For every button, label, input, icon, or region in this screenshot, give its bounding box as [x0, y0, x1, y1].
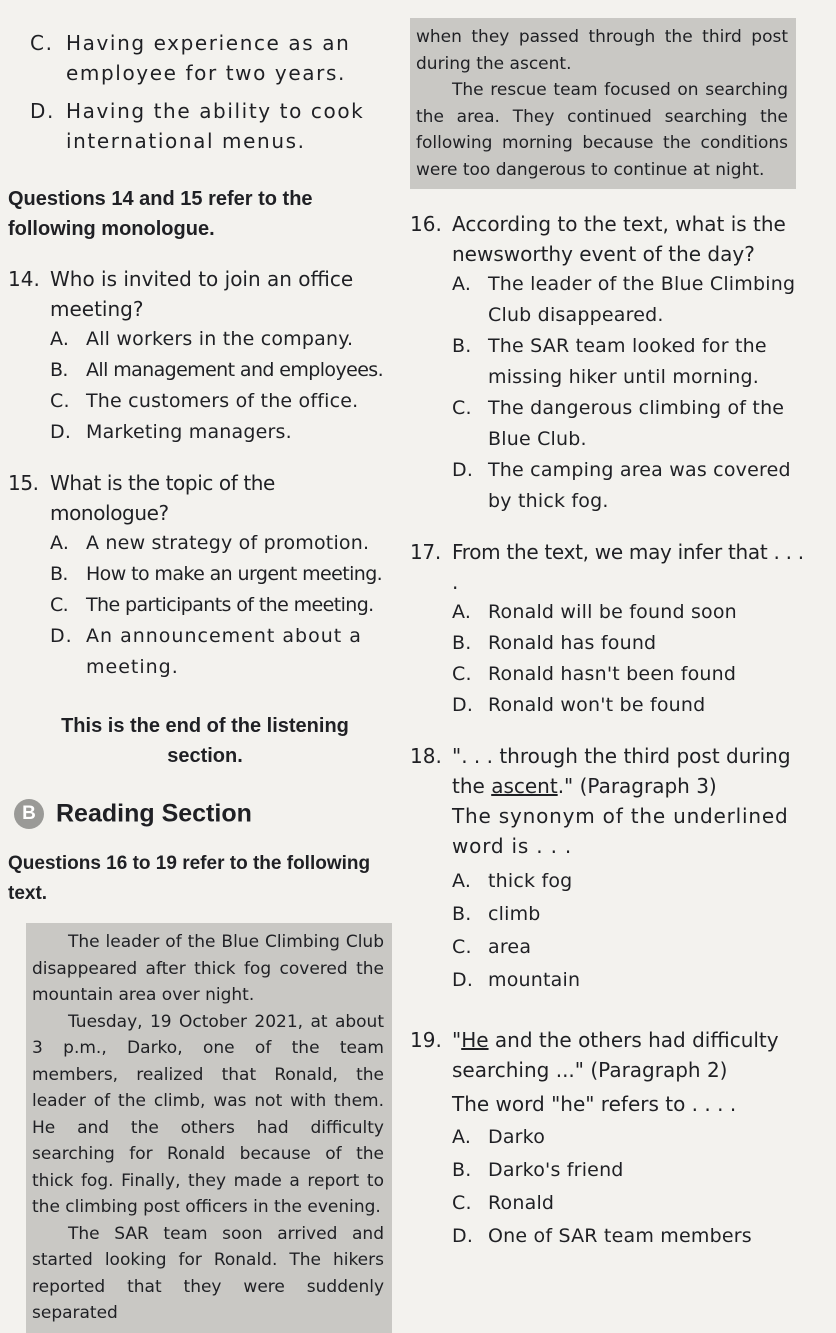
reading-section-title: Reading Section [56, 799, 252, 828]
passage-paragraph-3-start: The SAR team soon arrived and started looking for Ronald. The hikers reported that they were suddenly separated [32, 1223, 384, 1323]
q18-option-c[interactable]: C. area [452, 936, 532, 958]
q18-quote-start: ". . . through the third post during the [452, 744, 791, 798]
section-b-badge: B [14, 799, 44, 829]
question-18: 18. ". . . through the third post during the ascent." (Paragraph 3) [410, 744, 791, 798]
q19-prompt: The word "he" refers to . . . . [452, 1092, 737, 1116]
reading-passage-part-2 [410, 18, 796, 189]
q14-option-b[interactable]: B. All management and employees. [50, 359, 384, 381]
q16-option-c[interactable]: C. The dangerous climbing of the Blue Club. [452, 397, 785, 450]
q15-option-a[interactable]: A. A new strategy of promotion. [50, 532, 370, 554]
q18-option-a[interactable]: A. thick fog [452, 870, 573, 892]
q13-option-c: C. Having experience as an employee for two years. [30, 31, 351, 85]
end-of-listening-note: This is the end of the listening section. [61, 715, 349, 767]
q13-option-d: D. Having the ability to cook international menus. [30, 99, 365, 153]
question-17: 17. From the text, we may infer that . . . . [410, 540, 804, 594]
reading-passage-part-1 [26, 923, 392, 1333]
q17-option-d[interactable]: D. Ronald won't be found [452, 694, 706, 716]
question-15: 15. What is the topic of the monologue? [8, 471, 275, 525]
q14-option-c[interactable]: C. The customers of the office. [50, 390, 359, 412]
q15-option-b[interactable]: B. How to make an urgent meeting. [50, 563, 383, 585]
reading-instruction: Questions 16 to 19 refer to the following text. [8, 853, 371, 904]
passage-paragraph-1: The leader of the Blue Climbing Club disappeared after thick fog covered the mountain area over night. [32, 932, 384, 1005]
question-19: 19. "He and the others had difficulty searching ..." (Paragraph 2) [410, 1028, 779, 1082]
q17-option-c[interactable]: C. Ronald hasn't been found [452, 663, 737, 685]
q18-quote-end: ." (Paragraph 3) [557, 774, 717, 798]
q16-option-a[interactable]: A. The leader of the Blue Climbing Club disappeared. [452, 273, 796, 326]
q19-underlined-word: He [461, 1028, 489, 1052]
q19-quote-rest: and the others had difficulty searching ..." (Paragraph 2) [452, 1028, 779, 1082]
q19-option-c[interactable]: C. Ronald [452, 1192, 555, 1214]
q18-option-d[interactable]: D. mountain [452, 969, 581, 991]
q19-quote-open: " [452, 1028, 462, 1052]
reading-section-header [14, 799, 390, 829]
q17-option-b[interactable]: B. Ronald has found [452, 632, 657, 654]
q16-option-d[interactable]: D. The camping area was covered by thick fog. [452, 459, 791, 512]
q15-option-d[interactable]: D. An announcement about a meeting. [50, 625, 362, 678]
passage-paragraph-3-end: when they passed through the third post during the ascent. [416, 27, 788, 74]
q14-option-a[interactable]: A. All workers in the company. [50, 328, 354, 350]
right-column [410, 18, 810, 1253]
q14-option-d[interactable]: D. Marketing managers. [50, 421, 292, 443]
question-14: 14. Who is invited to join an office meeting? [8, 267, 354, 321]
q16-option-b[interactable]: B. The SAR team looked for the missing hiker until morning. [452, 335, 767, 388]
q18-option-b[interactable]: B. climb [452, 903, 541, 925]
q19-option-a[interactable]: A. Darko [452, 1126, 546, 1148]
q18-prompt: The synonym of the underlined word is . . . [452, 804, 789, 858]
passage-paragraph-4: The rescue team focused on searching the area. They continued searching the following morning because the conditions were too dangerous to continue at night. [416, 80, 788, 180]
left-column [8, 28, 390, 1333]
listening-instruction: Questions 14 and 15 refer to the following monologue. [8, 188, 313, 240]
passage-paragraph-2: Tuesday, 19 October 2021, at about 3 p.m., Darko, one of the team members, realized that Ronald, the leader of the climb, was not with them. He and the others had difficulty searching for Ronald because of the thick fog. Finally, they made a report to the climbing post officers in the evening. [32, 1011, 384, 1217]
question-16: 16. According to the text, what is the newsworthy event of the day? [410, 212, 786, 266]
q17-option-a[interactable]: A. Ronald will be found soon [452, 601, 737, 623]
q19-option-b[interactable]: B. Darko's friend [452, 1159, 624, 1181]
q18-underlined-word: ascent [491, 774, 558, 798]
q19-option-d[interactable]: D. One of SAR team members [452, 1225, 752, 1247]
q15-option-c[interactable]: C. The participants of the meeting. [50, 594, 374, 616]
